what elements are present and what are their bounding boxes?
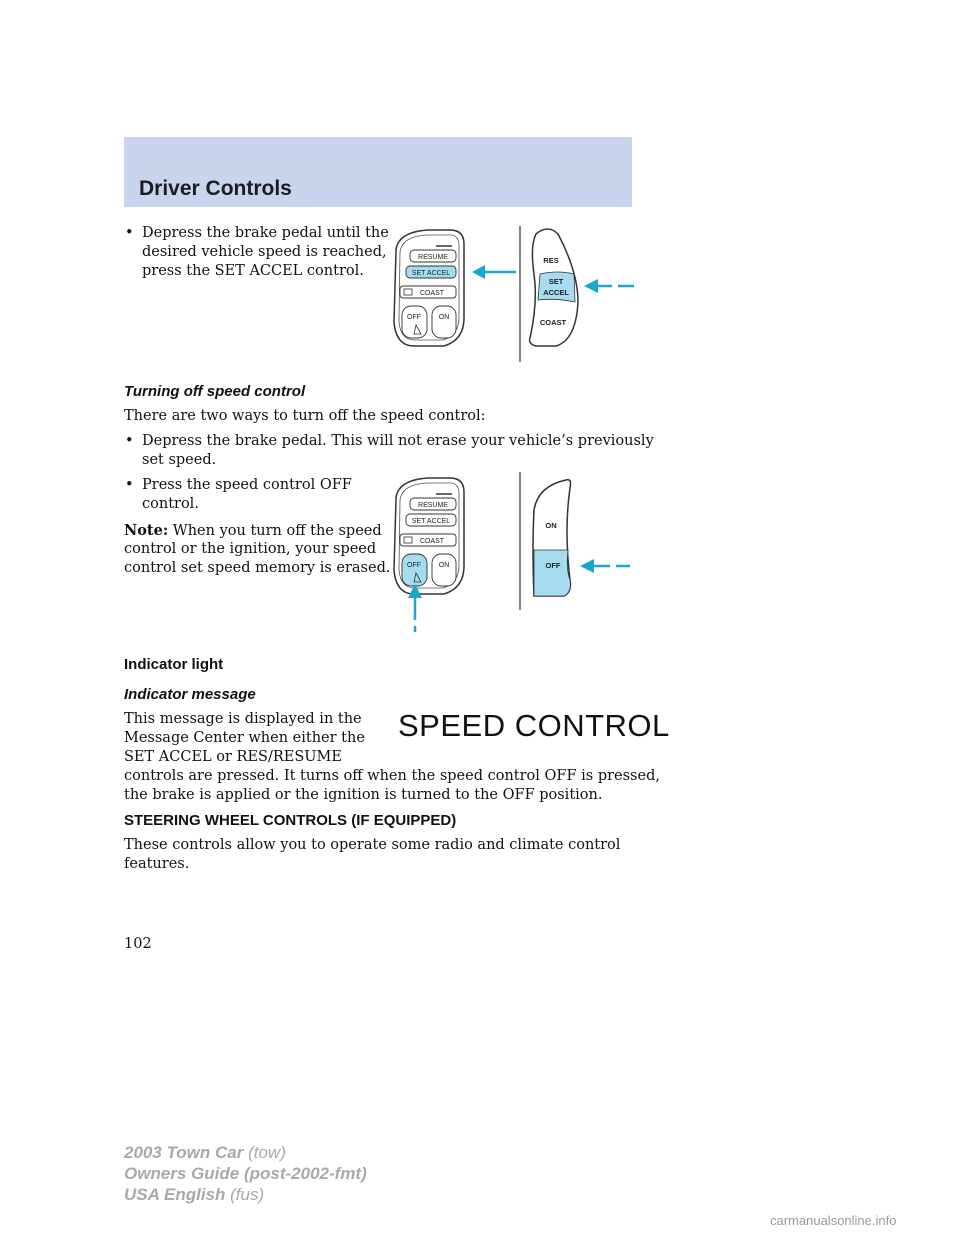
resume-label: RESUME: [418, 502, 448, 509]
note-line: control or the ignition, your speed: [124, 541, 377, 557]
coast-label: COAST: [419, 538, 445, 545]
set-accel-label: SET ACCEL: [411, 270, 451, 277]
bullet-marker: •: [125, 433, 134, 449]
speed-control-diagram-off: [388, 470, 648, 635]
footer-guide: Owners Guide (post-2002-fmt): [124, 1164, 367, 1183]
paragraph-line: These controls allow you to operate some radio and climate control: [124, 837, 621, 853]
paragraph-line: SET ACCEL or RES/RESUME: [124, 749, 342, 765]
bullet-text-line: set speed.: [142, 452, 217, 468]
accel-label: ACCEL: [543, 288, 569, 297]
arrow-left-icon: [580, 559, 630, 573]
subheading-indicator-message: Indicator message: [124, 686, 256, 703]
note-label: Note:: [124, 522, 169, 539]
off-right-label: OFF: [545, 561, 561, 570]
section-title: Driver Controls: [139, 177, 292, 200]
on-label: ON: [438, 562, 450, 569]
footer-model-code: (tow): [243, 1143, 286, 1162]
footer-model: 2003 Town Car: [124, 1143, 244, 1162]
paragraph-line: features.: [124, 856, 190, 872]
off-label: OFF: [407, 562, 421, 569]
paragraph-line: the brake is applied or the ignition is turned to the OFF position.: [124, 787, 603, 803]
on-right-label: ON: [545, 521, 557, 530]
paragraph-line: Message Center when either the: [124, 730, 365, 746]
heading-steering-wheel-controls: STEERING WHEEL CONTROLS (IF EQUIPPED): [124, 812, 457, 829]
heading-indicator-light: Indicator light: [124, 656, 224, 673]
on-label: ON: [438, 314, 450, 321]
bullet-marker: •: [125, 477, 134, 493]
bullet-text-line: desired vehicle speed is reached,: [142, 244, 387, 260]
bullet-text-line: Depress the brake pedal until the: [142, 225, 389, 241]
on-button: [432, 306, 456, 338]
set-accel-label: SET ACCEL: [411, 518, 451, 525]
subheading-turning-off: Turning off speed control: [124, 383, 306, 400]
section-header: [124, 137, 632, 207]
coast-label: COAST: [419, 290, 445, 297]
footer-language-code: (fus): [225, 1185, 265, 1204]
res-label: RES: [543, 256, 559, 265]
arrow-left-icon: [472, 265, 516, 279]
bullet-text-line: control.: [142, 496, 199, 512]
note-text: When you turn off the speed: [168, 523, 382, 539]
speed-control-diagram-set-accel: [388, 222, 648, 367]
footer-line: [124, 1142, 367, 1163]
on-button: [432, 554, 456, 586]
arrow-left-icon: [584, 279, 636, 293]
document-footer: [124, 1142, 367, 1205]
set-label: SET: [548, 277, 564, 286]
note-line: control set speed memory is erased.: [124, 560, 391, 576]
bullet-text-line: press the SET ACCEL control.: [142, 263, 364, 279]
watermark: carmanualsonline.info: [770, 1213, 897, 1228]
speed-control-message: SPEED CONTROL: [398, 708, 670, 743]
footer-line: [124, 1184, 367, 1205]
off-label: OFF: [407, 314, 421, 321]
paragraph-line: This message is displayed in the: [124, 711, 362, 727]
coast-right-label: COAST: [539, 318, 567, 327]
paragraph-line: controls are pressed. It turns off when the speed control OFF is pressed,: [124, 768, 660, 784]
resume-label: RESUME: [418, 254, 448, 261]
paragraph-intro: There are two ways to turn off the speed control:: [124, 408, 486, 424]
page-number: 102: [124, 936, 152, 952]
bullet-text-line: Depress the brake pedal. This will not erase your vehicle’s previously: [142, 433, 654, 449]
bullet-text-line: Press the speed control OFF: [142, 477, 352, 493]
note-line: [124, 521, 382, 541]
bullet-marker: •: [125, 225, 134, 241]
footer-language: USA English: [124, 1185, 226, 1204]
